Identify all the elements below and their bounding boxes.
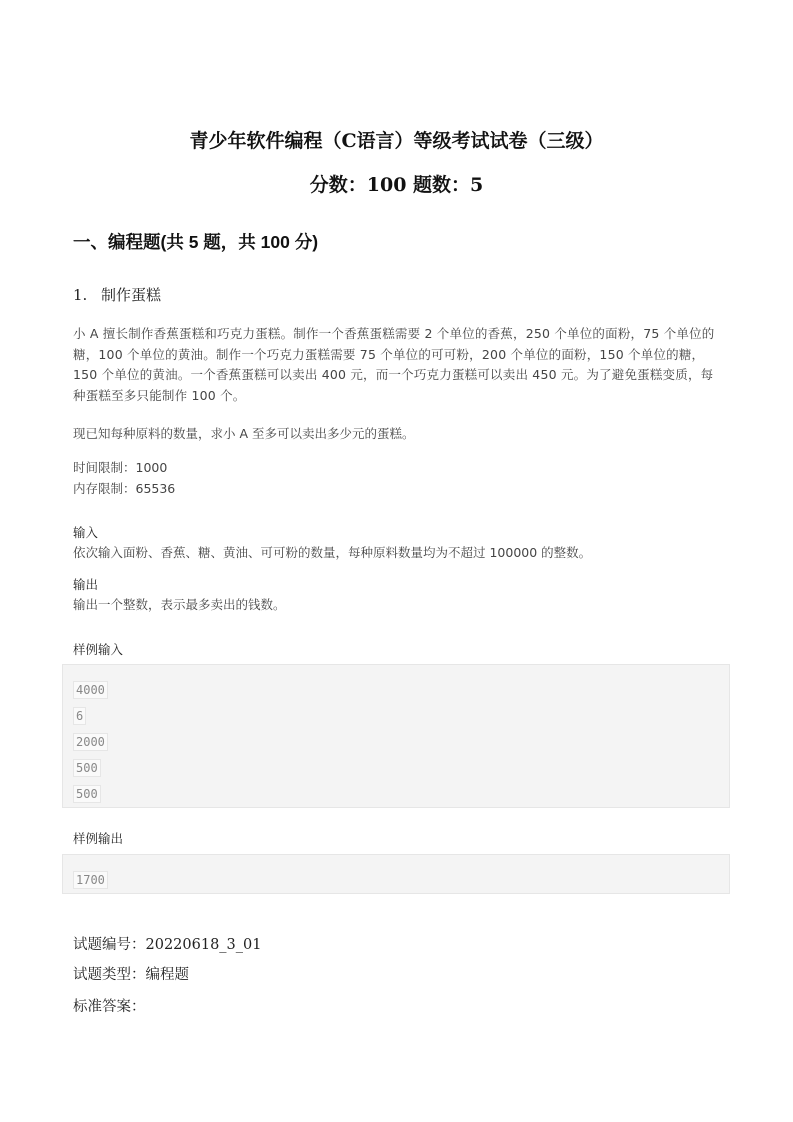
question-type: 试题类型：编程题 [73, 967, 189, 983]
sample-output-heading: 样例输出 [73, 831, 124, 846]
question-id: 试题编号：20220618_3_01 [73, 937, 262, 953]
question-number: 1. [73, 286, 88, 304]
sample-input-line: 500 [73, 755, 729, 781]
input-heading: 输入 [73, 525, 99, 540]
question-description: 小 A 擅长制作香蕉蛋糕和巧克力蛋糕。制作一个香蕉蛋糕需要 2 个单位的香蕉，250 个单位的面粉，75 个单位的糖，100 个单位的黄油。制作一个巧克力蛋糕需要 75 个单位的可可粉，200 个单位的面粉，150 个单位的糖，150 个单位的黄油。一个香蕉蛋糕可以卖出 400 元，而一个巧克力蛋糕可以卖出 450 元。为了避免蛋糕变质，每种蛋糕至多只能制作 100 个。 [73, 326, 715, 403]
sample-input-box [62, 664, 730, 808]
sample-input-line: 2000 [73, 729, 729, 755]
standard-answer-label: 标准答案： [73, 999, 146, 1015]
question-title [73, 284, 161, 305]
sample-output-line: 1700 [73, 867, 729, 893]
sample-output-box [62, 854, 730, 894]
sample-input-line: 500 [73, 781, 729, 807]
sample-input-line: 6 [73, 703, 729, 729]
exam-title: 青少年软件编程（C语言）等级考试试卷（三级） [189, 130, 604, 152]
question-task: 现已知每种原料的数量，求小 A 至多可以卖出多少元的蛋糕。 [73, 426, 415, 441]
time-limit: 时间限制：1000 [73, 460, 168, 475]
output-heading: 输出 [73, 577, 99, 592]
output-description: 输出一个整数，表示最多卖出的钱数。 [73, 597, 286, 612]
limits [73, 457, 721, 499]
memory-limit: 内存限制：65536 [73, 481, 176, 496]
input-description: 依次输入面粉、香蕉、糖、黄油、可可粉的数量，每种原料数量均为不超过 100000 的整数。 [73, 545, 592, 560]
exam-subtitle: 分数：100 题数：5 [309, 174, 484, 196]
sample-input-line: 4000 [73, 677, 729, 703]
sample-input-heading: 样例输入 [73, 642, 124, 657]
question-title-text: 制作蛋糕 [101, 286, 162, 304]
section-heading: 一、编程题(共 5 题，共 100 分) [73, 232, 319, 252]
